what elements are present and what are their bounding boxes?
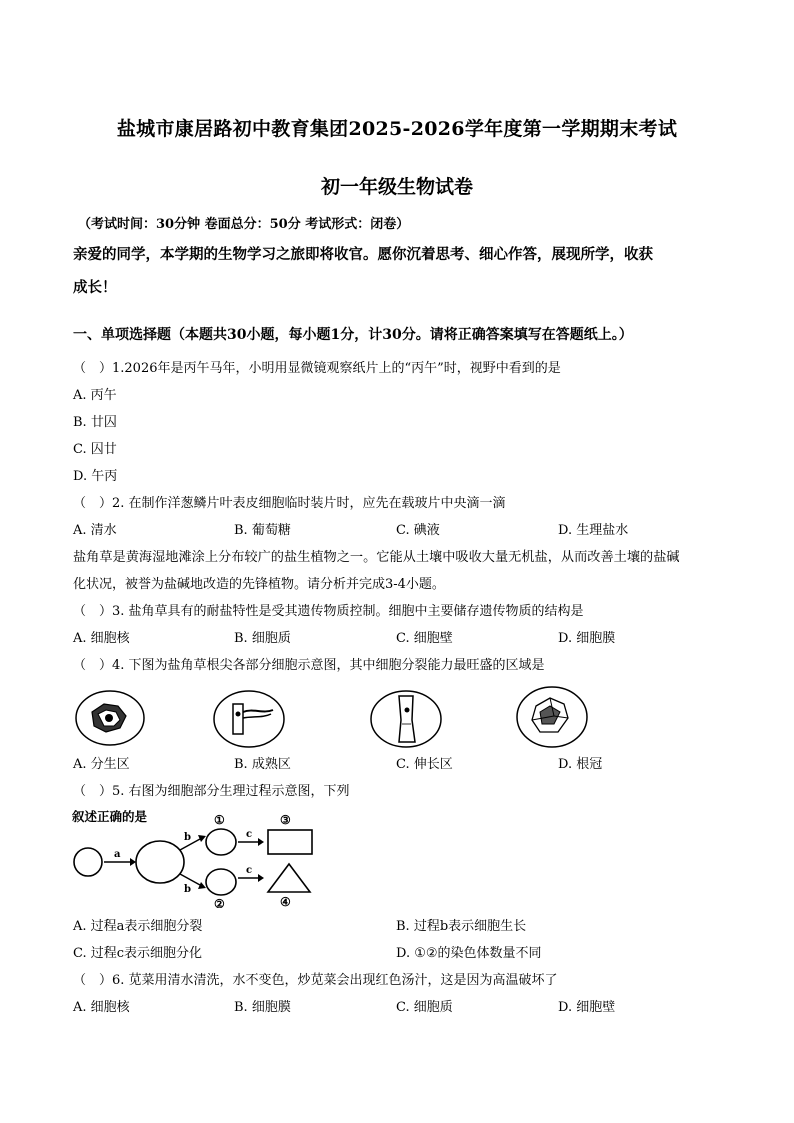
label-a: a bbox=[114, 849, 121, 860]
intro-line-2: 成长！ bbox=[73, 279, 117, 296]
q4-option-d: D. 根冠 bbox=[558, 757, 603, 772]
exam-subtitle: 初一年级生物试卷 bbox=[320, 176, 473, 198]
q5-option-a: A. 过程a表示细胞分裂 bbox=[73, 919, 203, 934]
label-2: ② bbox=[214, 897, 225, 908]
label-b-bottom: b bbox=[184, 884, 191, 895]
q2-option-b: B. 葡萄糖 bbox=[234, 523, 291, 538]
q2-stem: （ ）2. 在制作洋葱鳞片叶表皮细胞临时装片时，应先在载玻片中央滴一滴 bbox=[73, 496, 506, 511]
q5-stem-continued: 叙述正确的是 bbox=[72, 809, 148, 824]
elongation-zone-cell-figure bbox=[368, 688, 444, 750]
q2-option-c: C. 碘液 bbox=[396, 523, 440, 538]
q3-option-b: B. 细胞质 bbox=[234, 631, 291, 646]
q6-option-d: D. 细胞壁 bbox=[558, 1000, 616, 1015]
q1-stem: （ ）1.2026年是丙午马年，小明用显微镜观察纸片上的“丙午”时，视野中看到的是 bbox=[73, 361, 561, 376]
q4-option-a: A. 分生区 bbox=[73, 757, 130, 772]
q4-option-c: C. 伸长区 bbox=[396, 757, 453, 772]
label-b-top: b bbox=[184, 832, 191, 843]
root-cap-cell-figure bbox=[514, 684, 590, 750]
q6-option-c: C. 细胞质 bbox=[396, 1000, 453, 1015]
q4-option-b: B. 成熟区 bbox=[234, 757, 291, 772]
q5-option-d: D. ①②的染色体数量不同 bbox=[396, 946, 542, 961]
q5-stem: （ ）5. 右图为细胞部分生理过程示意图，下列 bbox=[73, 784, 350, 799]
q5-option-c: C. 过程c表示细胞分化 bbox=[73, 946, 203, 961]
q1-option-d: D. 午丙 bbox=[73, 469, 118, 484]
q1-option-c: C. 囚廿 bbox=[73, 442, 117, 457]
section-1-heading: 一、单项选择题（本题共30小题，每小题1分，计30分。请将正确答案填写在答题纸上。） bbox=[73, 327, 633, 343]
passage-line-1: 盐角草是黄海湿地滩涂上分布较广的盐生植物之一。它能从土壤中吸收大量无机盐，从而改善土壤的盐碱 bbox=[73, 550, 680, 565]
label-c-bottom: c bbox=[246, 865, 253, 876]
q3-option-c: C. 细胞壁 bbox=[396, 631, 453, 646]
q1-option-a: A. 丙午 bbox=[73, 388, 117, 403]
q1-option-b: B. 廿囚 bbox=[73, 415, 117, 430]
mature-zone-cell-figure bbox=[211, 688, 289, 750]
label-4: ④ bbox=[280, 895, 291, 908]
exam-info: （考试时间：30分钟 卷面总分：50分 考试形式：闭卷） bbox=[78, 217, 410, 232]
q6-option-b: B. 细胞膜 bbox=[234, 1000, 291, 1015]
q4-stem: （ ）4. 下图为盐角草根尖各部分细胞示意图，其中细胞分裂能力最旺盛的区域是 bbox=[73, 658, 545, 673]
meristem-cell-figure bbox=[74, 688, 146, 748]
q6-option-a: A. 细胞核 bbox=[73, 1000, 130, 1015]
q6-stem: （ ）6. 苋菜用清水清洗，水不变色，炒苋菜会出现红色汤汁，这是因为高温破坏了 bbox=[73, 973, 558, 988]
label-1: ① bbox=[214, 813, 225, 827]
cell-process-diagram bbox=[72, 808, 342, 908]
q3-option-d: D. 细胞膜 bbox=[558, 631, 616, 646]
exam-title: 盐城市康居路初中教育集团2025-2026学年度第一学期期末考试 bbox=[116, 118, 678, 140]
q2-option-a: A. 清水 bbox=[73, 523, 117, 538]
passage-line-2: 化状况，被誉为盐碱地改造的先锋植物。请分析并完成3-4小题。 bbox=[73, 577, 445, 592]
q3-stem: （ ）3. 盐角草具有的耐盐特性是受其遗传物质控制。细胞中主要储存遗传物质的结构是 bbox=[73, 604, 584, 619]
label-c-top: c bbox=[246, 829, 253, 840]
q3-option-a: A. 细胞核 bbox=[73, 631, 130, 646]
intro-line-1: 亲爱的同学，本学期的生物学习之旅即将收官。愿你沉着思考、细心作答，展现所学，收获 bbox=[73, 246, 653, 263]
q5-option-b: B. 过程b表示细胞生长 bbox=[396, 919, 527, 934]
label-3: ③ bbox=[280, 813, 291, 827]
q2-option-d: D. 生理盐水 bbox=[558, 523, 629, 538]
